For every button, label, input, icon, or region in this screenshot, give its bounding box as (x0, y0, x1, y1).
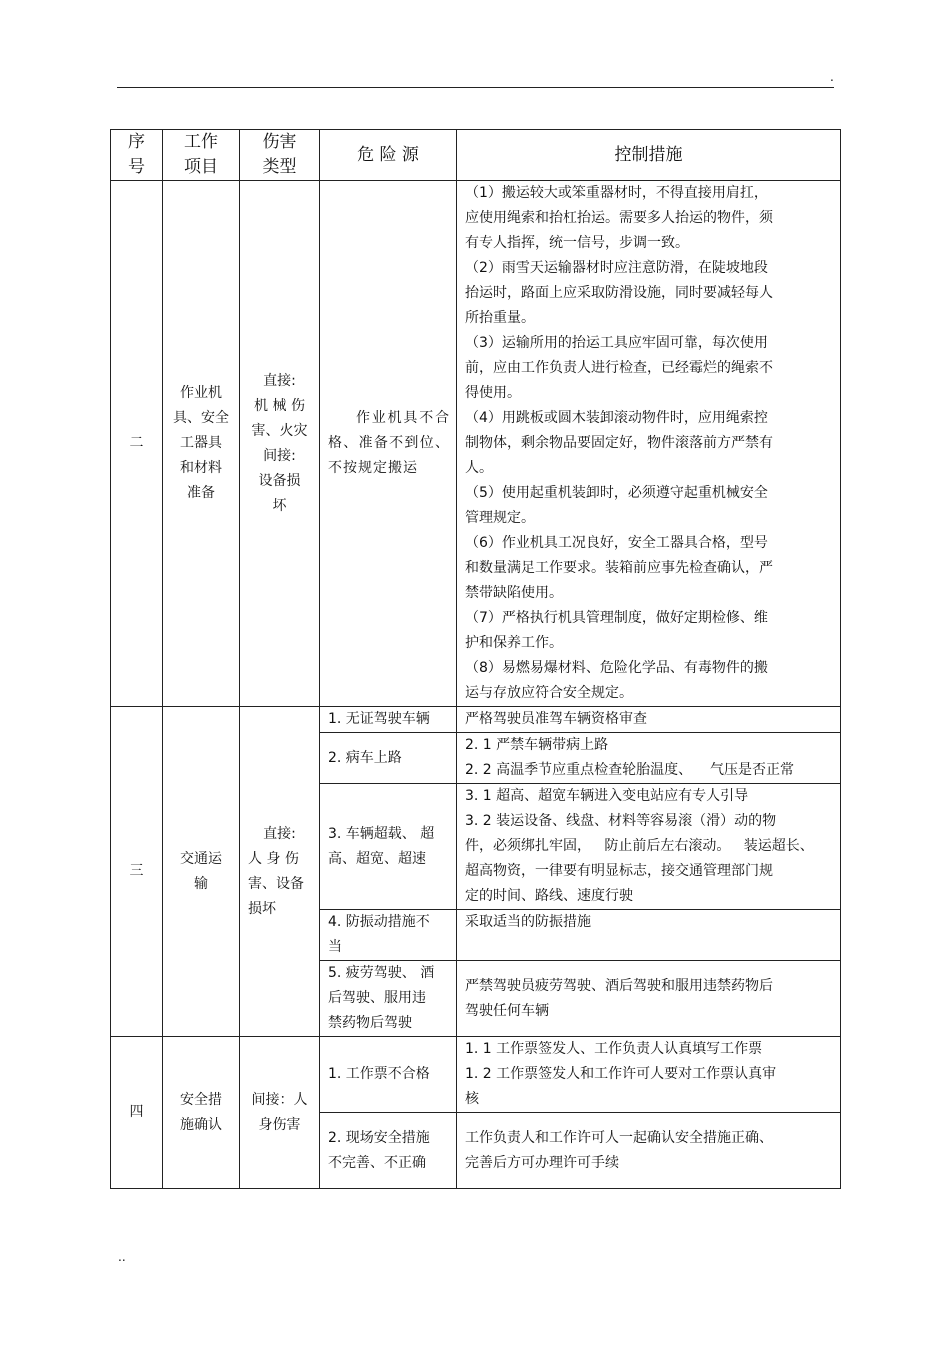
hazard-cell: 1. 工作票不合格 (320, 1037, 457, 1113)
section-item: 交通运 输 (163, 707, 240, 1037)
section-item: 作业机 具、安全 工器具 和材料 准备 (163, 181, 240, 707)
section-item: 安全措 施确认 (163, 1037, 240, 1189)
control-cell: 采取适当的防振措施 (457, 910, 841, 961)
header-dot: . (830, 70, 834, 84)
hazard-cell: 3. 车辆超载、 超 高、超宽、超速 (320, 784, 457, 910)
header-control: 控制措施 (457, 130, 841, 181)
control-cell: 1. 1 工作票签发人、工作负责人认真填写工作票 1. 2 工作票签发人和工作许可人要对工作票认真审 核 (457, 1037, 841, 1113)
section-harm-type: 直接: 人 身 伤 害、设备 损坏 (240, 707, 320, 1037)
table-header-row (111, 130, 841, 181)
section-harm-type: 直接: 机 械 伤 害、火灾 间接: 设备损 坏 (240, 181, 320, 707)
control-cell: 工作负责人和工作许可人一起确认安全措施正确、 完善后方可办理许可手续 (457, 1113, 841, 1189)
table-row (111, 181, 841, 707)
hazard-cell: 2. 病车上路 (320, 733, 457, 784)
hazard-cell: 4. 防振动措施不 当 (320, 910, 457, 961)
hazard-cell: 1. 无证驾驶车辆 (320, 707, 457, 733)
section-harm-type: 间接：人 身伤害 (240, 1037, 320, 1189)
header-rule (117, 87, 834, 88)
control-cell: 3. 1 超高、超宽车辆进入变电站应有专人引导 3. 2 装运设备、线盘、材料等容易滚（滑）动的物 件，必须绑扎牢固， 防止前后左右滚动。 装运超长、 超高物资，一律要有明显标志，接交通管理部门规 定的时间、路线、速度行驶 (457, 784, 841, 910)
header-seq: 序 号 (111, 130, 163, 181)
control-cell: 2. 1 严禁车辆带病上路 2. 2 高温季节应重点检查轮胎温度、 气压是否正常 (457, 733, 841, 784)
safety-control-table (110, 129, 841, 1189)
table-row (111, 1037, 841, 1113)
hazard-cell: 2. 现场安全措施 不完善、不正确 (320, 1113, 457, 1189)
header-hazard: 危 险 源 (320, 130, 457, 181)
control-cell: （1）搬运较大或笨重器材时，不得直接用肩扛， 应使用绳索和抬杠抬运。需要多人抬运的物件，须 有专人指挥，统一信号，步调一致。 （2）雨雪天运输器材时应注意防滑，在陡坡地段 抬运时，路面上应采取防滑设施，同时要减轻每人 所抬重量。 （3）运输所用的抬运工具应牢固可靠，每次使用 前，应由工作负责人进行检查，已经霉烂的绳索不 得使用。 （4）用跳板或圆木装卸滚动物件时，应用绳索控 制物体，剩余物品要固定好，物件滚落前方严禁有 人。 （5）使用起重机装卸时，必须遵守起重机械安全 管理规定。 （6）作业机具工况良好，安全工器具合格，型号 和数量满足工作要求。装箱前应事先检查确认，严 禁带缺陷使用。 （7）严格执行机具管理制度，做好定期检修、维 护和保养工作。 （8）易燃易爆材料、危险化学品、有毒物件的搬 运与存放应符合安全规定。 (457, 181, 841, 707)
control-cell: 严禁驾驶员疲劳驾驶、酒后驾驶和服用违禁药物后 驾驶任何车辆 (457, 961, 841, 1037)
section-seq: 三 (111, 707, 163, 1037)
table-row (111, 707, 841, 733)
section-seq: 二 (111, 181, 163, 707)
hazard-cell: 作业机具不合格、准备不到位、不按规定搬运 (320, 181, 457, 707)
header-item: 工作 项目 (163, 130, 240, 181)
footer-dots: .. (118, 1250, 126, 1264)
control-cell: 严格驾驶员准驾车辆资格审查 (457, 707, 841, 733)
hazard-cell: 5. 疲劳驾驶、 酒 后驾驶、服用违 禁药物后驾驶 (320, 961, 457, 1037)
header-harm: 伤害 类型 (240, 130, 320, 181)
section-seq: 四 (111, 1037, 163, 1189)
